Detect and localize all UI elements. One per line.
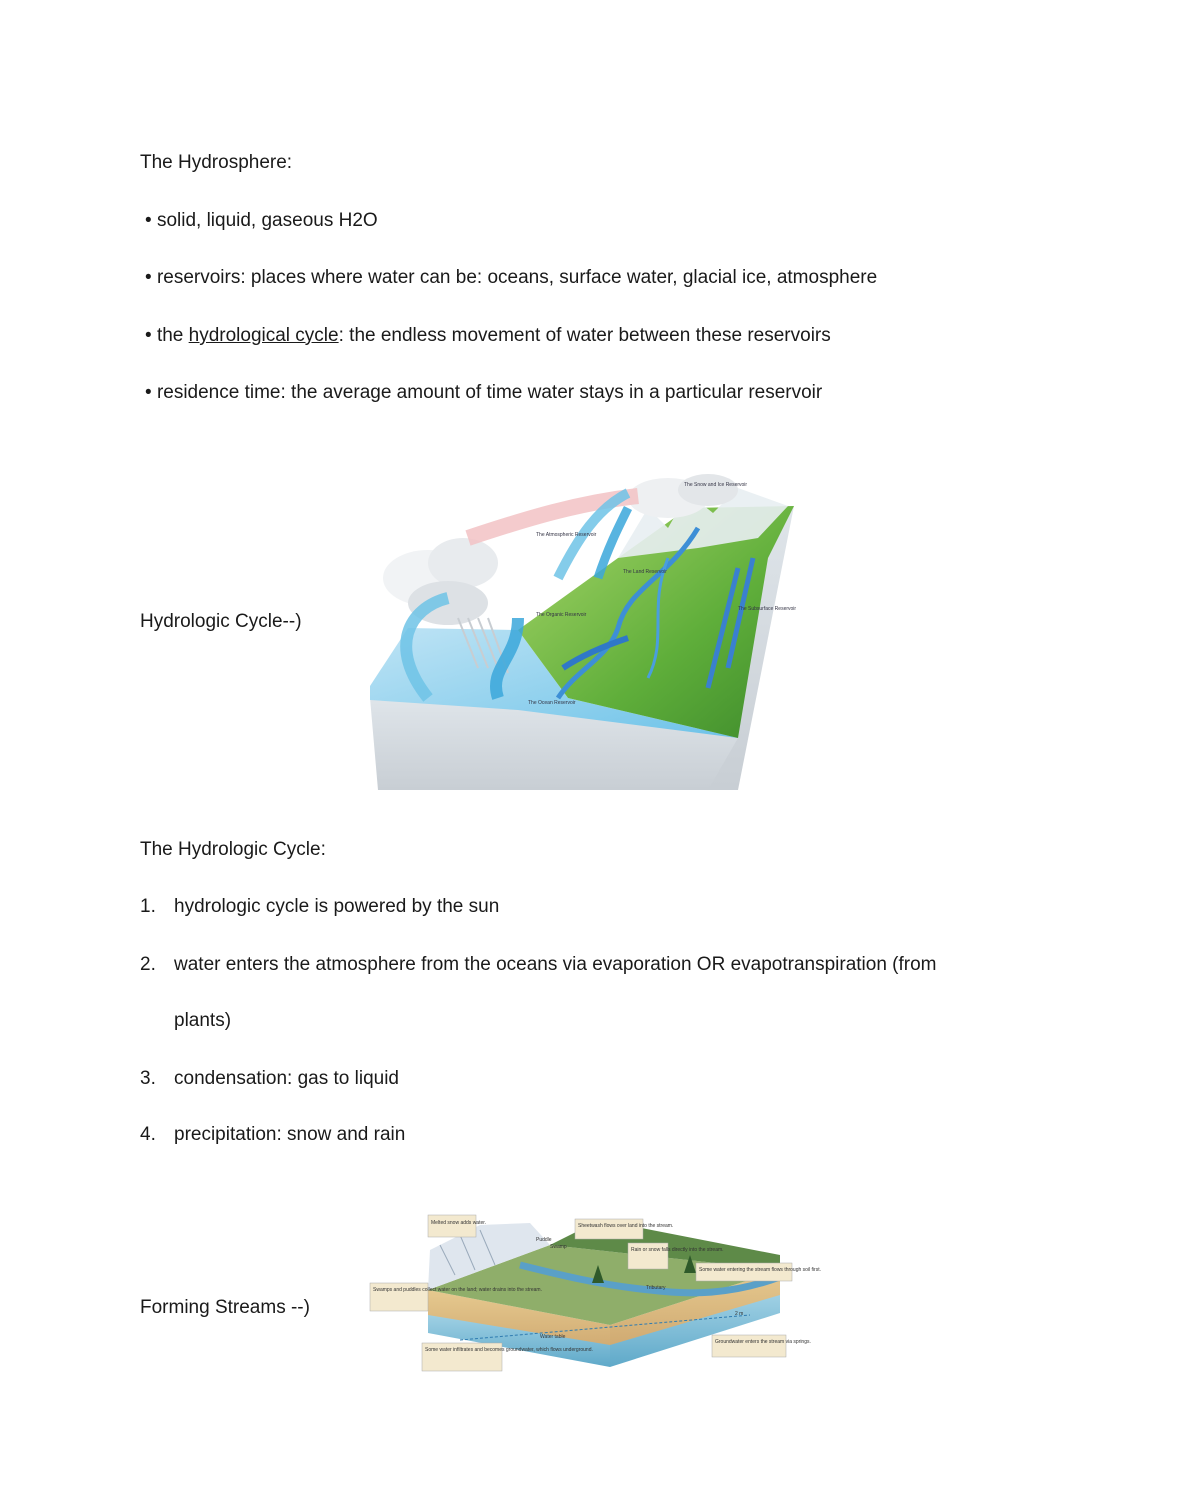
label-puddle: Puddle	[536, 1237, 552, 1243]
forming-streams-illustration	[370, 1215, 821, 1377]
callout-springs: Groundwater enters the stream via springs.	[715, 1339, 811, 1345]
callout-infiltrates: Some water infiltrates and becomes groundwater, which flows underground.	[425, 1347, 593, 1353]
callout-swamps: Swamps and puddles collect water on the land; water drains into the stream.	[373, 1287, 542, 1293]
callout-sheetwash: Sheetwash flows over land into the stream.	[578, 1223, 674, 1229]
list-text: condensation: gas to liquid	[174, 1068, 399, 1089]
list-number: 1.	[140, 896, 156, 917]
list-item-continuation	[140, 1010, 231, 1032]
underlined-term: hydrological cycle	[188, 325, 339, 346]
list-text: hydrologic cycle is powered by the sun	[174, 896, 500, 917]
list-number: 3.	[140, 1068, 156, 1089]
list-item	[140, 1124, 405, 1146]
figure-label: Hydrologic Cycle--)	[140, 611, 302, 632]
label-atmospheric: The Atmospheric Reservoir	[536, 532, 597, 538]
bullet-item	[145, 382, 822, 404]
bullet-text: the	[156, 325, 189, 346]
list-item	[140, 1068, 399, 1090]
bullet-marker: •	[145, 210, 152, 231]
callout-soil-flow: Some water entering the stream flows through soil first.	[699, 1267, 821, 1273]
section-heading: The Hydrologic Cycle:	[140, 839, 326, 860]
page-heading: The Hydrosphere:	[140, 152, 293, 173]
bullet-text: : the endless movement of water between these reservoirs	[338, 325, 831, 346]
bullet-marker: •	[145, 267, 152, 288]
list-number: 4.	[140, 1124, 156, 1145]
bullet-item	[145, 325, 831, 347]
list-item	[140, 896, 499, 918]
list-text: plants)	[174, 1010, 232, 1031]
figure-label: Forming Streams --)	[140, 1297, 310, 1318]
bullet-text: solid, liquid, gaseous H2O	[156, 210, 378, 231]
bullet-item	[145, 267, 877, 289]
label-ocean: The Ocean Reservoir	[528, 700, 576, 706]
callout-rain: Rain or snow falls directly into the stream.	[631, 1247, 724, 1253]
label-subsurface: The Subsurface Reservoir	[738, 606, 797, 612]
bullet-marker: •	[145, 382, 152, 403]
label-snow-ice: The Snow and Ice Reservoir	[684, 482, 748, 488]
label-scale: 2 m	[735, 1311, 744, 1317]
list-text: water enters the atmosphere from the oceans via evaporation OR evapotranspiration (from	[174, 954, 937, 975]
list-text: precipitation: snow and rain	[174, 1124, 406, 1145]
bullet-text: residence time: the average amount of time water stays in a particular reservoir	[156, 382, 823, 403]
bullet-marker: •	[145, 325, 152, 346]
hydrologic-cycle-illustration	[368, 468, 796, 792]
label-water-table: Water table	[540, 1334, 566, 1340]
label-organic: The Organic Reservoir	[536, 612, 587, 618]
label-tributary: Tributary	[646, 1285, 666, 1291]
bullet-text: reservoirs: places where water can be: oceans, surface water, glacial ice, atmosphere	[156, 267, 878, 288]
label-swamp: Swamp	[550, 1244, 567, 1250]
bullet-item	[145, 210, 378, 232]
list-number: 2.	[140, 954, 156, 975]
callout-melted-snow: Melted snow adds water.	[431, 1220, 487, 1226]
list-item	[140, 954, 937, 976]
label-land: The Land Reservoir	[623, 569, 667, 575]
